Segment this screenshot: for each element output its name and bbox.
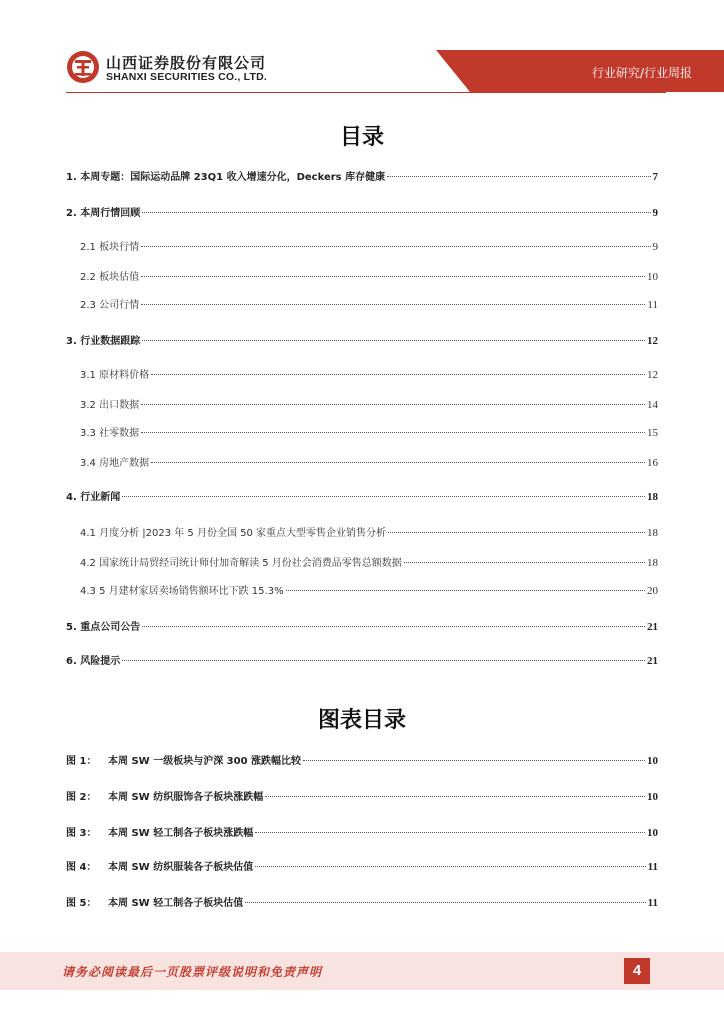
figure-entry-number: 图 3：: [66, 828, 97, 839]
toc-entry-page: 12: [647, 335, 658, 347]
toc-entry[interactable]: [80, 240, 658, 254]
page-number: 4: [624, 958, 650, 984]
toc-entry[interactable]: [80, 368, 658, 382]
figure-entry-number: 图 2：: [66, 792, 97, 803]
figure-entry-page: 10: [647, 755, 658, 767]
figure-entry-label: 本周 SW 纺织服饰各子板块涨跌幅: [108, 792, 264, 803]
figure-leader-dots: [265, 796, 645, 797]
toc-entry-label: 2. 本周行情回顾: [66, 208, 141, 219]
figure-entry-page: 11: [647, 861, 658, 873]
toc-entry-page: 21: [647, 621, 658, 633]
toc-leader-dots: [142, 626, 645, 627]
toc-entry-page: 11: [647, 299, 658, 311]
toc-entry[interactable]: [80, 398, 658, 412]
toc-entry-page: 9: [652, 207, 658, 219]
toc-entry[interactable]: [80, 298, 658, 312]
toc-entry-page: 18: [647, 557, 658, 569]
toc-leader-dots: [141, 404, 645, 405]
figure-entry[interactable]: [66, 754, 658, 768]
toc-entry-label: 3.4 房地产数据: [80, 458, 150, 469]
toc-entry-label: 2.2 板块估值: [80, 272, 140, 283]
figure-entry[interactable]: [66, 860, 658, 874]
figure-leader-dots: [255, 832, 645, 833]
figure-entry-number: 图 1：: [66, 756, 97, 767]
toc-entry-label: 4.2 国家统计局贸经司统计师付加奇解读 5 月份社会消费品零售总额数据: [80, 558, 402, 569]
figure-entry-number: 图 4：: [66, 862, 97, 873]
figure-list-title: 图表目录: [317, 708, 406, 733]
toc-entry-label: 2.1 板块行情: [80, 242, 140, 253]
toc-entry-page: 21: [647, 655, 658, 667]
toc-entry[interactable]: [66, 170, 658, 184]
toc-leader-dots: [141, 304, 645, 305]
toc-entry-page: 12: [647, 369, 658, 381]
company-name-en: SHANXI SECURITIES CO., LTD.: [106, 71, 267, 83]
disclaimer-text: 请务必阅读最后一页股票评级说明和免责声明: [62, 965, 323, 979]
toc-leader-dots: [286, 590, 645, 591]
toc-entry-label: 6. 风险提示: [66, 656, 121, 667]
toc-entry-label: 3.3 社零数据: [80, 428, 140, 439]
toc-title: 目录: [339, 125, 384, 150]
toc-entry[interactable]: [80, 584, 658, 598]
toc-entry-page: 15: [647, 427, 658, 439]
toc-leader-dots: [151, 374, 645, 375]
figure-leader-dots: [255, 866, 645, 867]
toc-entry-label: 2.3 公司行情: [80, 300, 140, 311]
figure-entry-page: 10: [647, 791, 658, 803]
figure-entry-label: 本周 SW 一级板块与沪深 300 涨跌幅比较: [108, 756, 302, 767]
toc-entry[interactable]: [80, 556, 658, 570]
toc-leader-dots: [388, 532, 645, 533]
figure-entry-page: 10: [647, 827, 658, 839]
toc-entry[interactable]: [66, 206, 658, 220]
toc-leader-dots: [142, 212, 650, 213]
toc-entry-page: 16: [647, 457, 658, 469]
toc-entry[interactable]: [66, 654, 658, 668]
toc-leader-dots: [141, 246, 650, 247]
toc-entry-page: 18: [647, 491, 658, 503]
figure-entry-label: 本周 SW 轻工制各子板块涨跌幅: [108, 828, 254, 839]
toc-entry[interactable]: [80, 426, 658, 440]
toc-entry-label: 4.3 5 月建材家居卖场销售额环比下跌 15.3%: [80, 586, 284, 597]
toc-entry[interactable]: [66, 334, 658, 348]
toc-entry-page: 14: [647, 399, 658, 411]
toc-entry-label: 4.1 月度分析 |2023 年 5 月份全国 50 家重点大型零售企业销售分析: [80, 528, 387, 539]
figure-leader-dots: [303, 760, 645, 761]
toc-leader-dots: [142, 340, 645, 341]
figure-entry[interactable]: [66, 896, 658, 910]
toc-entry-page: 7: [652, 171, 658, 183]
toc-leader-dots: [141, 276, 645, 277]
header-divider: [66, 92, 666, 93]
toc-entry[interactable]: [66, 490, 658, 504]
toc-leader-dots: [122, 496, 645, 497]
toc-entry-label: 3. 行业数据跟踪: [66, 336, 141, 347]
toc-entry[interactable]: [80, 526, 658, 540]
toc-entry[interactable]: [66, 620, 658, 634]
toc-leader-dots: [404, 562, 645, 563]
figure-entry-label: 本周 SW 纺织服装各子板块估值: [108, 862, 254, 873]
toc-leader-dots: [141, 432, 645, 433]
toc-entry-label: 4. 行业新闻: [66, 492, 121, 503]
toc-entry-page: 9: [652, 241, 658, 253]
toc-entry-page: 10: [647, 271, 658, 283]
toc-leader-dots: [387, 176, 650, 177]
figure-entry[interactable]: [66, 790, 658, 804]
toc-entry-label: 3.2 出口数据: [80, 400, 140, 411]
page-header: [0, 0, 724, 100]
report-type-tag: 行业研究/行业周报: [591, 66, 692, 80]
toc-entry-label: 1. 本周专题：国际运动品牌 23Q1 收入增速分化，Deckers 库存健康: [66, 172, 386, 183]
figure-leader-dots: [245, 902, 645, 903]
toc-leader-dots: [122, 660, 645, 661]
toc-entry-page: 20: [647, 585, 658, 597]
company-name-cn: 山西证券股份有限公司: [106, 54, 267, 72]
toc-entry[interactable]: [80, 456, 658, 470]
figure-entry-page: 11: [647, 897, 658, 909]
figure-entry[interactable]: [66, 826, 658, 840]
figure-entry-number: 图 5：: [66, 898, 97, 909]
toc-entry-label: 5. 重点公司公告: [66, 622, 141, 633]
toc-entry-page: 18: [647, 527, 658, 539]
header-red-band: [0, 0, 724, 100]
toc-entry[interactable]: [80, 270, 658, 284]
toc-entry-label: 3.1 原材料价格: [80, 370, 150, 381]
figure-entry-label: 本周 SW 轻工制各子板块估值: [108, 898, 244, 909]
toc-leader-dots: [151, 462, 645, 463]
